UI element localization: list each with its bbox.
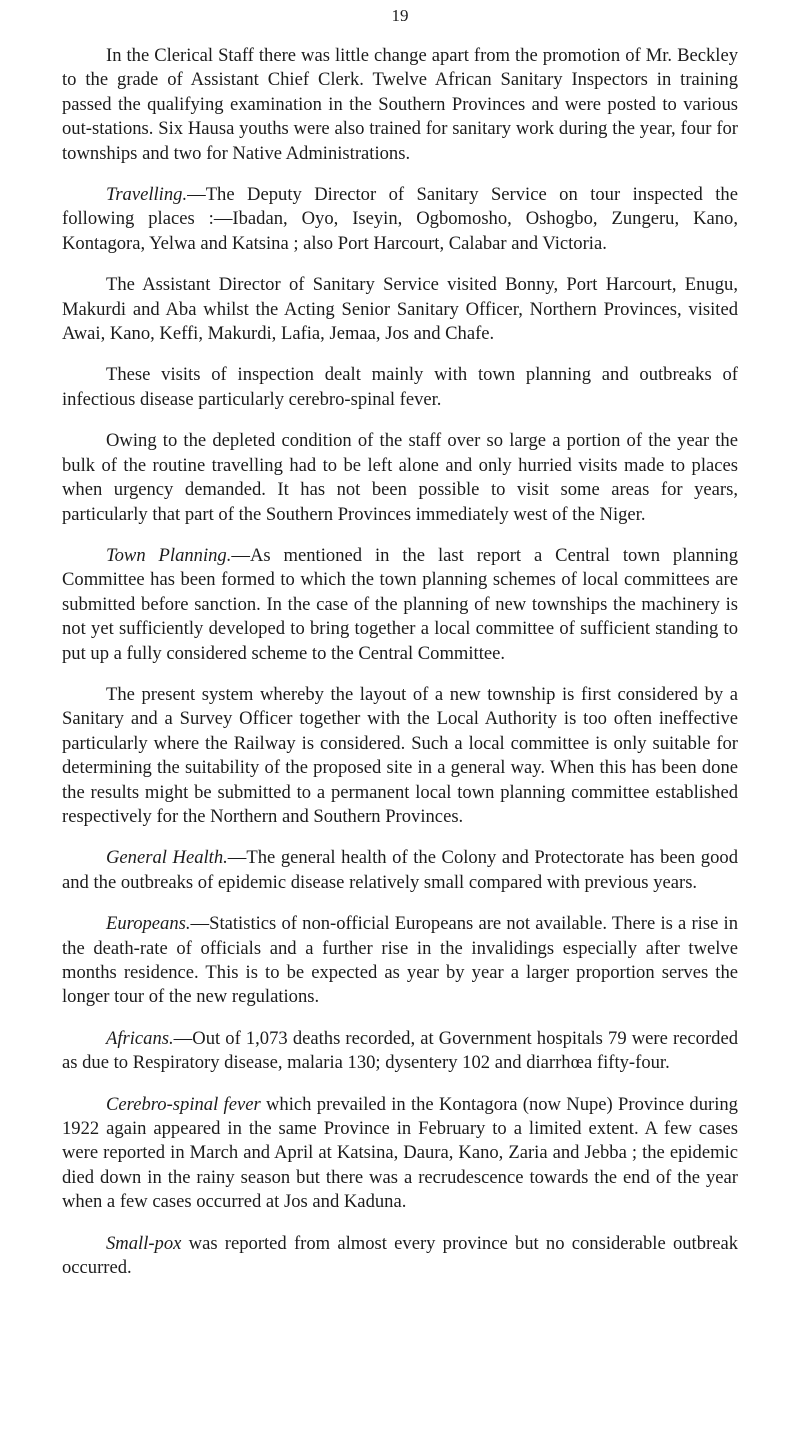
paragraph-assistant-director-visits xyxy=(62,273,738,346)
page-number: 19 xyxy=(391,6,409,25)
paragraph-depleted-staff xyxy=(62,429,738,527)
paragraph-text: was reported from almost every province but no considerable outbreak occurred. xyxy=(62,1232,738,1279)
paragraph-town-planning xyxy=(62,544,738,666)
report-body xyxy=(62,44,738,1297)
paragraph-text: —Statistics of non-official Europeans are not available. There is a rise in the death-rate of officials and a further rise in the invalidings especially after twelve months residence. This is to be expected as year by year a larger proportion serves the longer tour of the new regulations. xyxy=(62,913,738,1008)
paragraph-text: Owing to the depleted condition of the staff over so large a portion of the year the bulk of the routine travelling had to be left alone and only hurried visits made to places when urgency demanded. It has not been possible to visit some areas for years, particularly that part of the Southern Provinces immediately west of the Niger. xyxy=(62,430,738,525)
paragraph-text: —The Deputy Director of Sanitary Service on tour inspected the following places :—Ibadan, Oyo, Iseyin, Ogbomosho, Oshogbo, Zungeru, Kano, Kontagora, Yelwa and Katsina ; also Port Harcourt, Calabar and Victoria. xyxy=(62,184,738,254)
paragraph-africans xyxy=(62,1027,738,1076)
paragraph-clerical-staff xyxy=(62,44,738,166)
section-heading-travelling: Travelling. xyxy=(106,184,188,206)
section-heading-europeans: Europeans. xyxy=(106,913,191,935)
section-heading-small-pox: Small-pox xyxy=(106,1232,182,1254)
paragraph-text: The present system whereby the layout of a new township is first considered by a Sanitary and a Survey Officer together with the Local Authority is too often ineffective particularly where the Railway is considered. Such a local committee is only suitable for determining the suitability of the proposed site in a general way. When this has been done the results might be submitted to a permanent local town planning committee established respectively for the Northern and Southern Provinces. xyxy=(62,683,738,827)
paragraph-text: In the Clerical Staff there was little change apart from the promotion of Mr. Beckley to the grade of Assistant Chief Clerk. Twelve African Sanitary Inspectors in training passed the qualifying examination in the Southern Provinces and were posted to various out-stations. Six Hausa youths were also trained for sanitary work during the year, four for townships and two for Native Administrations. xyxy=(62,45,738,164)
paragraph-inspection-visits xyxy=(62,363,738,412)
paragraph-text: —Out of 1,073 deaths recorded, at Government hospitals 79 were recorded as due to Respiratory disease, malaria 130; dysentery 102 and diarrhœa fifty-four. xyxy=(62,1027,738,1074)
section-heading-africans: Africans. xyxy=(106,1027,174,1049)
paragraph-text: —As mentioned in the last report a Central town planning Committee has been formed to which the town planning schemes of local committees are submitted before sanction. In the case of the planning of new townships the machinery is not yet sufficiently developed to bring together a local committee of sufficient standing to put up a fully considered scheme to the Central Committee. xyxy=(62,544,738,664)
paragraph-cerebro-spinal-fever xyxy=(62,1093,738,1215)
paragraph-text: —The general health of the Colony and Protectorate has been good and the outbreaks of epidemic disease relatively small compared with previous years. xyxy=(62,847,738,893)
paragraph-general-health xyxy=(62,846,738,895)
section-heading-cerebro-spinal-fever: Cerebro-spinal fever xyxy=(106,1093,261,1115)
paragraph-small-pox xyxy=(62,1232,738,1281)
section-heading-town-planning: Town Planning. xyxy=(106,544,232,566)
paragraph-text: These visits of inspection dealt mainly with town planning and outbreaks of infectious disease particularly cerebro-spinal fever. xyxy=(62,364,738,410)
paragraph-europeans xyxy=(62,912,738,1010)
paragraph-travelling xyxy=(62,183,738,256)
paragraph-text: The Assistant Director of Sanitary Service visited Bonny, Port Harcourt, Enugu, Makurdi and Aba whilst the Acting Senior Sanitary Officer, Northern Provinces, visited Awai, Kano, Keffi, Makurdi, Lafia, Jemaa, Jos and Chafe. xyxy=(62,274,738,345)
paragraph-text: which prevailed in the Kontagora (now Nupe) Province during 1922 again appeared in the same Province in February to a limited extent. A few cases were reported in March and April at Katsina, Daura, Kano, Zaria and Jebba ; the epidemic died down in the rainy season but there was a recrudescence towards the end of the year when a few cases occurred at Jos and Kaduna. xyxy=(62,1093,738,1213)
paragraph-present-system xyxy=(62,683,738,829)
section-heading-general-health: General Health. xyxy=(106,847,228,869)
